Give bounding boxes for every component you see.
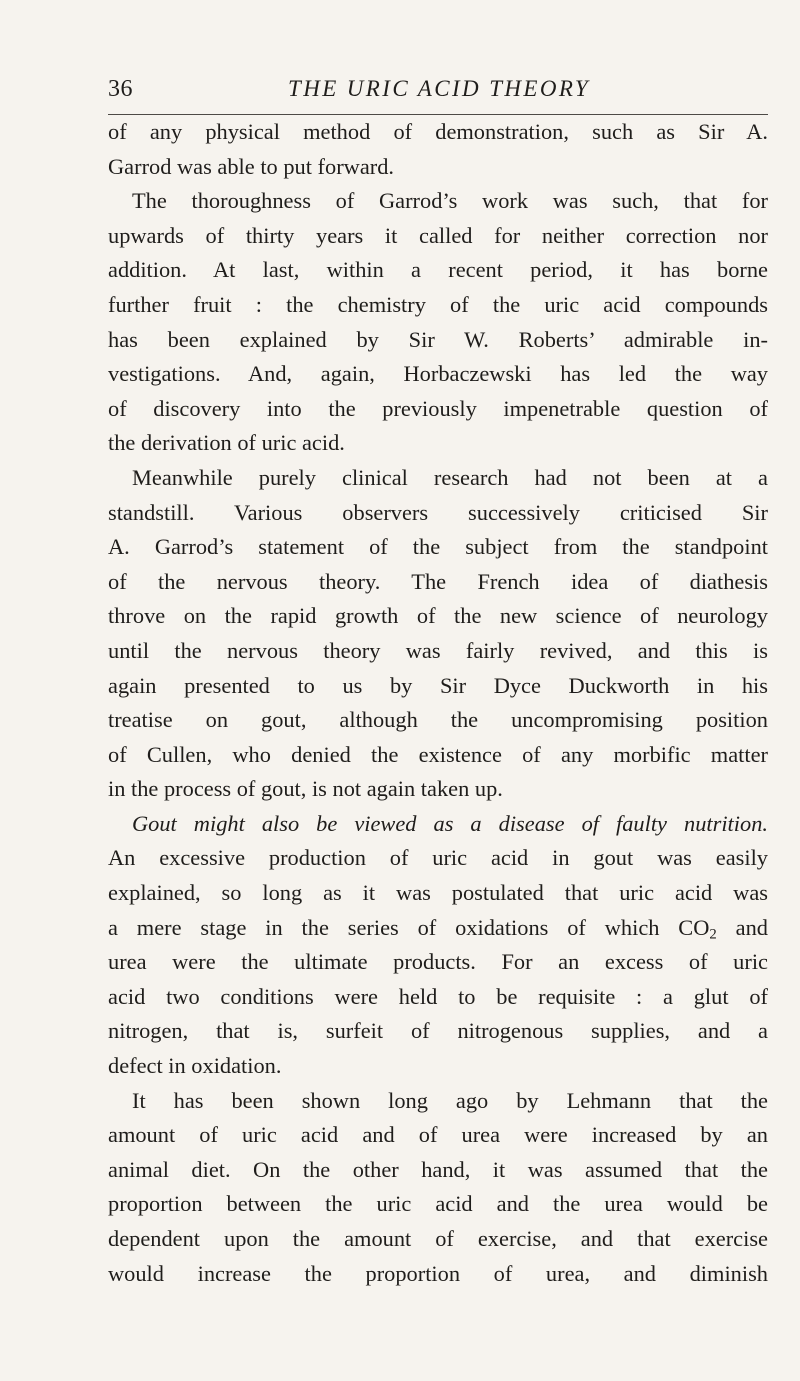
text-line: of Cullen, who denied the existence of any morbific matter [108, 741, 768, 767]
text-line: of the nervous theory. The French idea of diathesis [108, 568, 768, 594]
text-line: addition. At last, within a recent period, it has borne [108, 257, 768, 283]
text-line: Meanwhile purely clinical research had not been at a [132, 464, 768, 490]
text-line: urea were the ultimate products. For an excess of uric [108, 949, 768, 975]
italic-text-line: Gout might also be viewed as a disease of faulty nutrition. [132, 810, 768, 836]
text-line: It has been shown long ago by Lehmann that the [132, 1087, 768, 1113]
text-line: standstill. Various observers successively criticised Sir [108, 499, 768, 525]
text-line: Garrod was able to put forward. [108, 153, 395, 179]
text-line: An excessive production of uric acid in gout was easily [108, 845, 768, 871]
text-line: vestigations. And, again, Horbaczewski has led the way [108, 361, 768, 387]
text-line: acid two conditions were held to be requisite : a glut of [108, 983, 768, 1009]
text-line: further fruit : the chemistry of the uric acid compounds [108, 291, 768, 317]
co2-subscript: 2 [709, 926, 717, 943]
formula-line-text: a mere stage in the series of oxidations of which CO [108, 914, 710, 940]
text-line: treatise on gout, although the uncompromising position [108, 707, 768, 733]
text-line: until the nervous theory was fairly revived, and this is [108, 637, 768, 663]
text-line: upwards of thirty years it called for neither correction nor [108, 222, 768, 248]
text-line: of any physical method of demonstration, such as Sir A. [108, 119, 768, 144]
text-line: dependent upon the amount of exercise, and that exercise [108, 1226, 768, 1251]
text-line: amount of uric acid and of urea were increased by an [108, 1122, 768, 1148]
text-line: again presented to us by Sir Dyce Duckworth in his [108, 672, 768, 698]
text-line: the derivation of uric acid. [108, 430, 345, 456]
text-line: throve on the rapid growth of the new science of neurology [108, 603, 768, 629]
text-line: The thoroughness of Garrod’s work was such, that for [132, 188, 768, 214]
text-line: A. Garrod’s statement of the subject from the standpoint [108, 534, 768, 560]
page-number: 36 [108, 76, 133, 102]
text-line: would increase the proportion of urea, and diminish [108, 1260, 768, 1286]
text-line: defect in oxidation. [108, 1053, 282, 1079]
page-header [108, 70, 768, 110]
text-line: nitrogen, that is, surfeit of nitrogenous supplies, and a [108, 1018, 768, 1044]
text-line: has been explained by Sir W. Roberts’ admirable in- [108, 326, 768, 352]
text-line: explained, so long as it was postulated that uric acid was [108, 880, 768, 906]
formula-line-tail: and [716, 914, 768, 940]
text-line: of discovery into the previously impenetrable question of [108, 395, 768, 421]
body-text [108, 115, 768, 1291]
text-line: animal diet. On the other hand, it was assumed that the [108, 1156, 768, 1182]
text-line-with-formula [108, 911, 768, 946]
text-line: in the process of gout, is not again taken up. [108, 776, 503, 802]
text-line: proportion between the uric acid and the urea would be [108, 1191, 768, 1217]
running-head: THE URIC ACID THEORY [288, 76, 591, 101]
